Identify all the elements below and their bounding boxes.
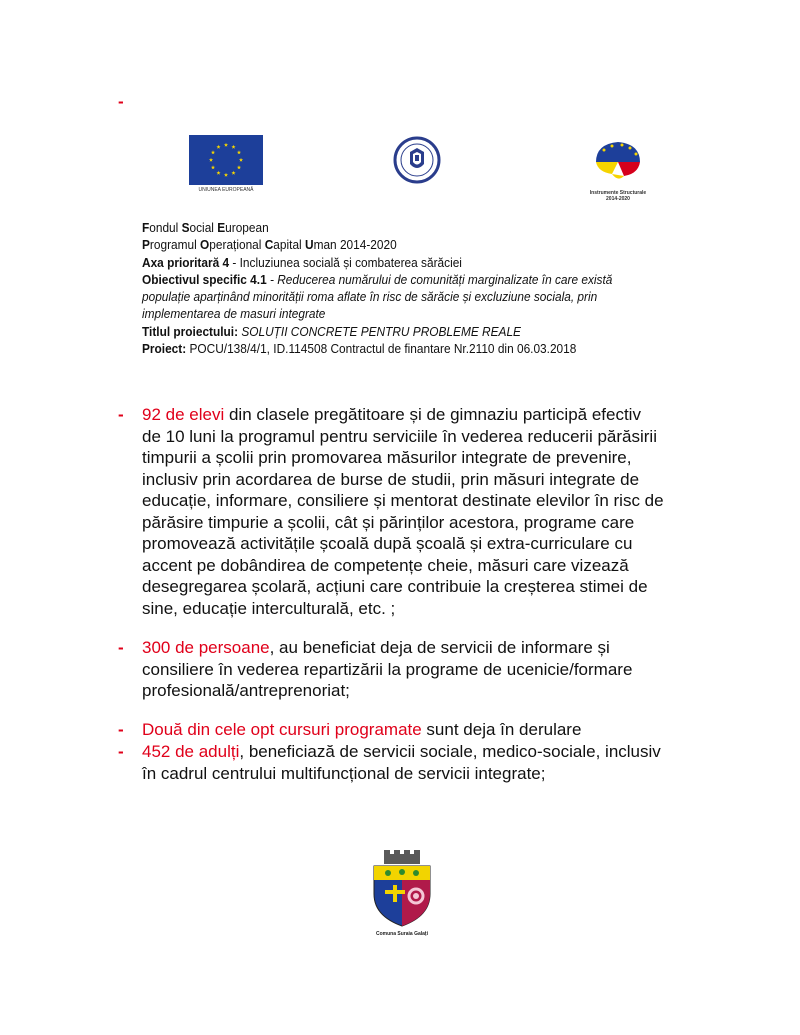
header-line-project: Proiect: POCU/138/4/1, ID.114508 Contractul de finantare Nr.2110 din 06.03.2018: [142, 341, 577, 357]
bullet-dash: -: [118, 742, 124, 761]
header-line-axis: Axa prioritară 4 - Incluziunea socială și combaterea sărăciei: [142, 254, 462, 270]
structural-logo-caption: [576, 190, 660, 202]
header-line-objective-cont2: implementarea de masuri integrate: [142, 306, 326, 322]
top-dash: -: [118, 92, 124, 111]
structural-caption-line2: 2014-2020: [606, 196, 630, 202]
coat-of-arms-caption: Comuna Suraia Galați: [376, 931, 428, 937]
bullet-text: Două din cele opt cursuri programate sunt deja în derulare: [142, 720, 582, 739]
bullet-text: 300 de persoane, au beneficiat deja de servicii de informare și consiliere în vederea repartizării la programe de ucenicie/formare profesională/antreprenoriat;: [142, 638, 633, 700]
highlight-students: 92 de elevi: [142, 405, 225, 424]
project-header: [142, 219, 646, 357]
eu-logo-caption: UNIUNEA EUROPEANĂ: [198, 187, 254, 193]
structural-caption-line1: Instrumente Structurale: [589, 190, 647, 196]
bullet-text: 92 de elevi din clasele pregătitoare și de gimnaziu participă efectiv de 10 luni la programul pentru serviciile în vederea reducerii părăsirii timpurii a școlii prin promovarea măsurilor integrate de prevenire, inclusiv prin acordarea de burse de studii, prin măsuri integrate de educație, informare, consiliere și mentorat destinate elevilor în risc de părăsire timpurie a școlii, cât și părinților acestora, programe care promovează activitățile școală după școală și extra-curriculare cu accent pe dobândirea de competențe cheie, măsuri care vizează desegregarea școlară, acțiuni care contribuie la creșterea stimei de sine, educație interculturală, etc. ;: [142, 405, 664, 618]
bullet-text: 452 de adulți, beneficiază de servicii sociale, medico-sociale, inclusiv în cadrul centrului multifuncțional de servicii integrate;: [142, 742, 661, 783]
highlight-persons: 300 de persoane: [142, 638, 270, 657]
eu-flag-logo: [189, 135, 263, 193]
header-line-program: Programul Operațional Capital Uman 2014-2020: [142, 237, 397, 253]
highlight-courses: Două din cele opt cursuri programate: [142, 720, 422, 739]
bullet-dash: -: [118, 638, 124, 657]
bullet-dash: -: [118, 405, 124, 424]
bullet-dash: -: [118, 720, 124, 739]
header-line-objective: Obiectivul specific 4.1 - Reducerea numărului de comunități marginalizate în care există: [142, 271, 613, 287]
header-line-title: Titlul proiectului: SOLUȚII CONCRETE PENTRU PROBLEME REALE: [142, 323, 521, 339]
header-line-fund: Fondul Social European: [142, 220, 269, 235]
romanian-government-seal-logo: [392, 136, 442, 184]
commune-coat-of-arms-icon: [370, 850, 434, 930]
header-line-objective-cont1: populație aparținând minorității roma aflate în risc de sărăcie și excluziune sociala, prin: [142, 289, 598, 305]
highlight-adults: 452 de adulți: [142, 742, 240, 761]
